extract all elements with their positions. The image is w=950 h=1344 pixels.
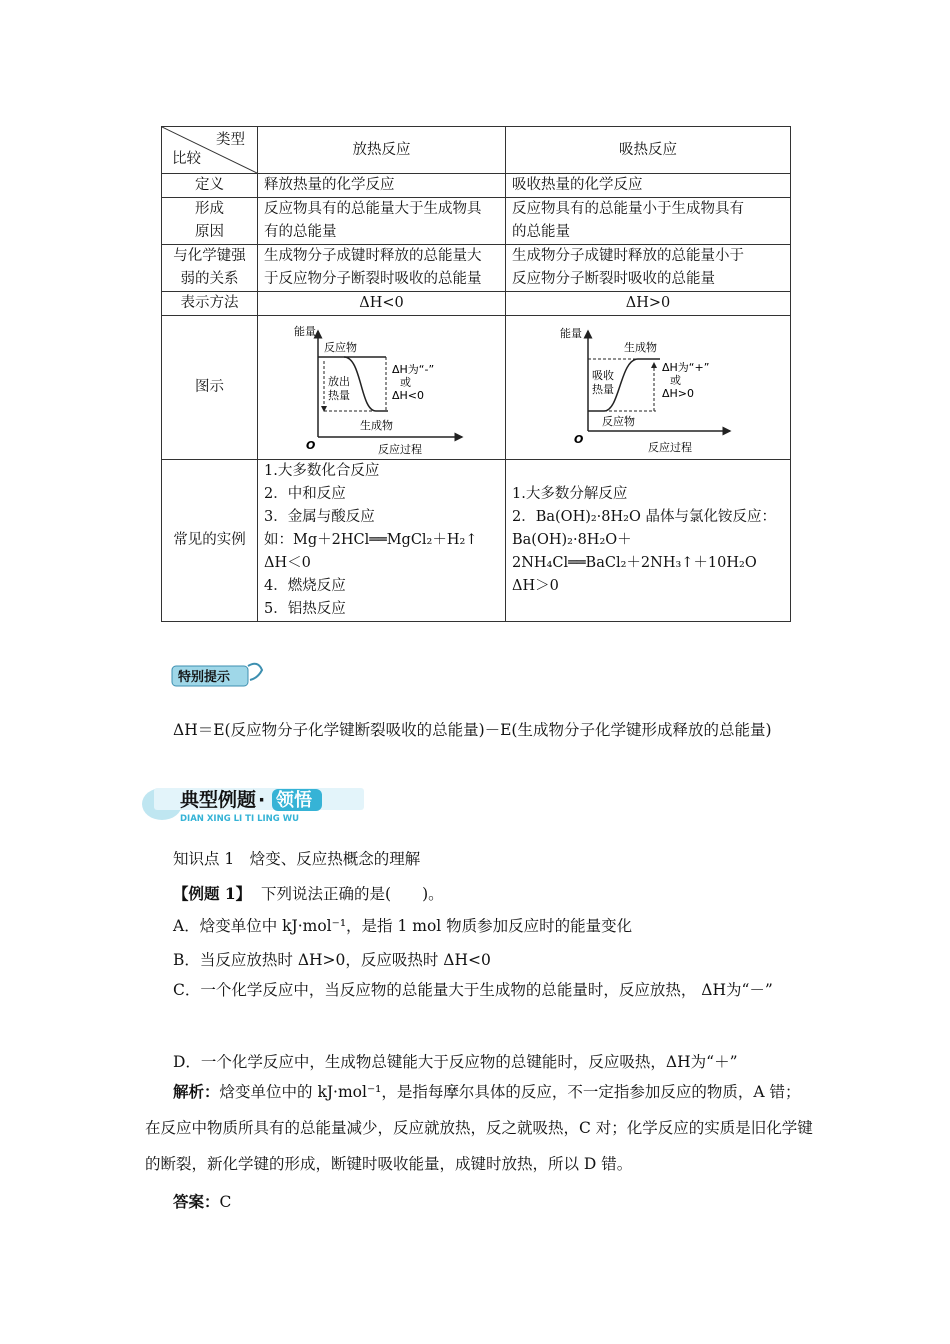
answer-label: 答案： <box>173 1192 220 1211</box>
list-item: ΔH＞0 <box>512 578 559 594</box>
banner-title: 典型例题 <box>180 789 257 811</box>
header-endothermic: 吸热反应 <box>506 127 791 174</box>
analysis-text: 焓变单位中的 kJ·mol⁻¹，是指每摩尔具体的反应，不一定指参加反应的物质，A 错；在反应中物质所具有的总能量减少，反应就放热，反之就吸热，C 对；化学反应的实质是旧化学键的断裂，新化学键的形成，断键时吸收能量，成键时放热，所以 D 错。 <box>145 1083 813 1173</box>
row-label: 定义 <box>162 174 258 198</box>
answer <box>173 1190 231 1212</box>
diagram-xlabel: 反应过程 <box>648 440 692 454</box>
cell-endo: 吸收热量的化学反应 <box>506 174 791 198</box>
row-label: 图示 <box>162 316 258 460</box>
diagram-origin: O <box>305 438 315 452</box>
cell-exo: ΔH<0 <box>258 292 506 316</box>
list-item: 3．金属与酸反应 <box>264 509 375 525</box>
cell-endo: 生成物分子成键时释放的总能量小于 反应物分子断裂时吸收的总能量 <box>506 245 791 292</box>
table-row <box>162 316 791 460</box>
diagram-dh-label: 或 <box>399 375 411 389</box>
row-label: 常见的实例 <box>162 460 258 622</box>
diagram-reactant: 反应物 <box>323 340 357 354</box>
list-item: 如：Mg＋2HCl══MgCl₂＋H₂↑ <box>264 532 478 548</box>
exothermic-energy-diagram <box>292 321 472 455</box>
diagram-release-label: 热量 <box>327 388 350 402</box>
diagram-release-label: 放出 <box>327 374 350 388</box>
question-text: 下列说法正确的是( )。 <box>261 885 444 903</box>
answer-value: C <box>219 1193 232 1211</box>
header-compare-label: 比较 <box>172 151 201 167</box>
table-row <box>162 198 791 245</box>
option-b: B．当反应放热时 ΔH>0，反应吸热时 ΔH<0 <box>173 951 491 969</box>
list-item: 1.大多数化合反应 <box>264 463 380 479</box>
option-a: A．焓变单位中 kJ·mol⁻¹，是指 1 mol 物质参加反应时的能量变化 <box>173 917 633 935</box>
diagram-reactant: 反应物 <box>602 414 635 428</box>
list-item: 5．铝热反应 <box>264 601 346 617</box>
list-item: 2NH₄Cl══BaCl₂＋2NH₃↑＋10H₂O <box>512 555 757 571</box>
diagram-dh-label: 或 <box>670 373 681 387</box>
header-type-label: 类型 <box>216 132 245 148</box>
diagram-absorb-label: 吸收 <box>592 368 614 382</box>
banner-highlight: 领悟 <box>276 790 312 811</box>
row-label: 形成 原因 <box>162 198 258 245</box>
header-exothermic: 放热反应 <box>258 127 506 174</box>
list-item: Ba(OH)₂·8H₂O＋ <box>512 532 632 548</box>
list-item: 2．Ba(OH)₂·8H₂O 晶体与氯化铵反应： <box>512 509 776 525</box>
table-header-row <box>162 127 791 174</box>
diagram-xlabel: 反应过程 <box>377 442 422 455</box>
cell-exo: 释放热量的化学反应 <box>258 174 506 198</box>
banner-pinyin: DIAN XING LI TI LING WU <box>180 814 299 824</box>
cell-exo: 生成物分子成键时释放的总能量大 于反应物分子断裂时吸收的总能量 <box>258 245 506 292</box>
table-row <box>162 174 791 198</box>
exothermic-diagram-cell <box>258 316 506 460</box>
endothermic-examples <box>506 460 791 622</box>
diagram-ylabel: 能量 <box>293 324 316 338</box>
row-label: 与化学键强 弱的关系 <box>162 245 258 292</box>
table-row <box>162 245 791 292</box>
analysis <box>145 1074 815 1182</box>
cell-endo: 反应物具有的总能量小于生成物具有 的总能量 <box>506 198 791 245</box>
option-d: D．一个化学反应中，生成物总键能大于反应物的总键能时，反应吸热，ΔH为“＋” <box>173 1053 738 1071</box>
diagram-dh-label: ΔH为“+” <box>662 360 710 374</box>
analysis-label: 解析： <box>173 1082 220 1101</box>
row-label: 表示方法 <box>162 292 258 316</box>
list-item: 4．燃烧反应 <box>264 578 346 594</box>
special-tip-badge <box>170 660 270 690</box>
list-item: 1.大多数分解反应 <box>512 486 628 502</box>
table-row <box>162 460 791 622</box>
knowledge-point: 知识点 1 焓变、反应热概念的理解 <box>173 850 421 868</box>
diagram-dh-label: ΔH为“-” <box>391 362 434 376</box>
list-item: 2．中和反应 <box>264 486 346 502</box>
endothermic-energy-diagram <box>558 321 738 455</box>
exothermic-examples <box>258 460 506 622</box>
banner-dot: · <box>258 789 266 811</box>
diagram-dh-label: ΔH<0 <box>391 388 424 402</box>
comparison-table <box>161 126 791 622</box>
cell-exo: 反应物具有的总能量大于生成物具 有的总能量 <box>258 198 506 245</box>
example-tag: 【例题 1】 <box>173 884 252 903</box>
diagram-absorb-label: 热量 <box>592 382 614 396</box>
diagram-product: 生成物 <box>624 340 657 354</box>
cell-endo: ΔH>0 <box>506 292 791 316</box>
list-item: ΔH＜0 <box>264 555 311 571</box>
diagram-product: 生成物 <box>359 418 393 432</box>
diagram-dh-label: ΔH>0 <box>662 386 695 400</box>
diagram-origin: O <box>574 432 584 446</box>
example-question <box>173 882 444 904</box>
option-c: C．一个化学反应中，当反应物的总能量大于生成物的总能量时，反应放热， ΔH为“－” <box>173 981 773 999</box>
sparkle-icon <box>248 664 262 680</box>
diagonal-header-cell <box>162 127 258 174</box>
tip-label: 特别提示 <box>178 670 231 685</box>
tip-text: ΔH＝E(反应物分子化学键断裂吸收的总能量)－E(生成物分子化学键形成释放的总能量) <box>173 721 772 739</box>
endothermic-diagram-cell <box>506 316 791 460</box>
table-row <box>162 292 791 316</box>
typical-examples-banner <box>140 780 370 824</box>
diagram-ylabel: 能量 <box>560 326 582 340</box>
